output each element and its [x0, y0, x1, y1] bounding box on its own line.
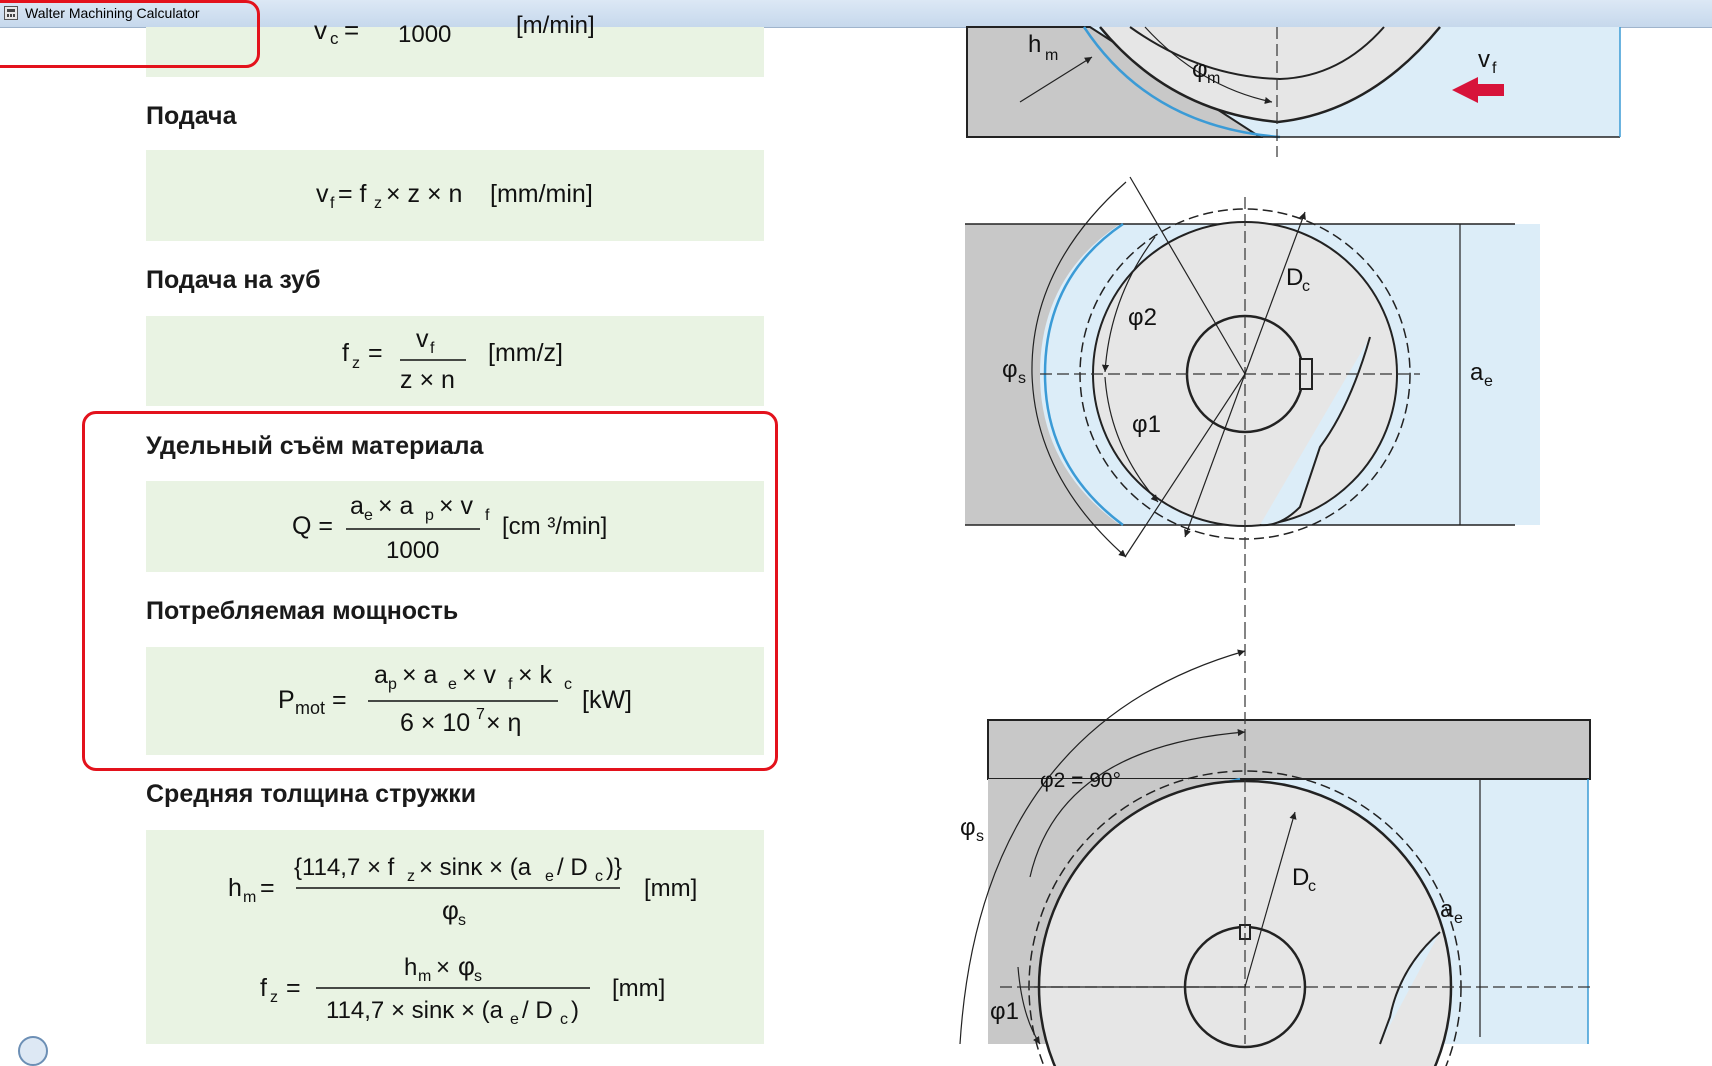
window-title-bar	[0, 0, 1712, 28]
svg-text:× sinκ × (a: × sinκ × (a	[419, 854, 532, 881]
feed-per-tooth-unit: [mm/z]	[488, 339, 563, 367]
label-phi1-bottom: φ1	[990, 998, 1019, 1025]
label-ae-bottom: a	[1440, 896, 1454, 923]
svg-text:z × n: z × n	[400, 366, 455, 394]
label-phis-middle: φ	[1002, 356, 1018, 383]
diagram-bottom	[960, 627, 1590, 1066]
svg-text:P: P	[278, 686, 295, 714]
svg-text:m: m	[1045, 47, 1059, 64]
svg-text:Q =: Q =	[292, 512, 333, 540]
svg-text:c: c	[564, 676, 572, 693]
label-phi2-middle: φ2	[1128, 304, 1157, 331]
svg-text:m: m	[418, 968, 432, 985]
formula-chip-thickness	[146, 830, 764, 1044]
svg-text:× k: × k	[518, 661, 553, 689]
svg-text:s: s	[474, 968, 482, 985]
svg-text:f: f	[342, 339, 349, 367]
svg-text:f: f	[1492, 60, 1497, 77]
svg-text:c: c	[1302, 278, 1310, 295]
svg-text:v: v	[416, 325, 429, 353]
svg-text:e: e	[448, 676, 457, 693]
svg-text:c: c	[595, 868, 603, 885]
vc-denominator: 1000	[398, 21, 452, 48]
svg-text:a: a	[374, 661, 388, 689]
svg-text:{114,7 × f: {114,7 × f	[294, 854, 395, 881]
window-title: Walter Machining Calculator	[25, 5, 200, 21]
svg-text:e: e	[364, 507, 373, 524]
svg-text:/ D: / D	[557, 854, 588, 881]
feed-unit: [mm/min]	[490, 180, 593, 208]
formula-box-feed-per-tooth	[146, 316, 764, 406]
formula-feed-per-tooth	[146, 316, 764, 406]
formula-power	[146, 647, 764, 755]
section-title-chip-thickness: Средняя толщина стружки	[146, 780, 477, 808]
svg-text:m: m	[1207, 70, 1221, 87]
svg-text:× z × n: × z × n	[386, 180, 463, 208]
section-title-feed: Подача	[146, 102, 237, 130]
svg-text:c: c	[1308, 878, 1316, 895]
svg-text:=: =	[332, 686, 347, 714]
svg-text:c: c	[330, 29, 339, 48]
svg-text:φ: φ	[458, 951, 475, 981]
power-unit: [kW]	[582, 686, 632, 714]
svg-text:): )	[571, 997, 579, 1024]
svg-text:z: z	[270, 989, 278, 1006]
label-dc-bottom: D	[1292, 864, 1310, 891]
svg-text:=: =	[344, 15, 360, 45]
section-title-power: Потребляемая мощность	[146, 597, 459, 625]
svg-text:mot: mot	[295, 698, 326, 718]
svg-text:[m/min]: [m/min]	[516, 12, 595, 39]
svg-text:× a: × a	[378, 492, 414, 520]
svg-text:a: a	[350, 492, 364, 520]
svg-text:v: v	[314, 15, 327, 45]
formula-feed	[146, 150, 764, 241]
label-dc-middle: D	[1286, 264, 1304, 291]
svg-text:f: f	[485, 507, 490, 524]
svg-text:c: c	[560, 1011, 568, 1028]
svg-text:v: v	[316, 180, 329, 208]
formula-box-removal-rate	[146, 481, 764, 572]
svg-text:= f: = f	[338, 180, 367, 208]
label-ae-middle: a	[1470, 359, 1484, 386]
scroll-up-button[interactable]	[18, 1036, 48, 1066]
svg-text:s: s	[976, 828, 984, 845]
section-title-removal-rate: Удельный съём материала	[146, 432, 484, 460]
diagram-middle	[965, 177, 1540, 627]
svg-text:e: e	[1484, 373, 1493, 390]
svg-text:=: =	[286, 974, 301, 1002]
svg-text:6 × 10: 6 × 10	[400, 709, 471, 737]
label-phis-bottom: φ	[960, 814, 976, 841]
formula-box-feed	[146, 150, 764, 241]
calculator-icon	[4, 6, 18, 20]
section-title-feed-per-tooth: Подача на зуб	[146, 266, 321, 294]
svg-text:× η: × η	[486, 709, 522, 737]
label-phi2-90: φ2 = 90°	[1040, 769, 1121, 792]
svg-text:×: ×	[436, 954, 451, 981]
milling-diagrams	[900, 27, 1640, 1044]
chip-unit-1: [mm]	[644, 875, 698, 902]
removal-unit: [cm ³/min]	[502, 513, 608, 540]
svg-text:f: f	[260, 974, 267, 1002]
svg-text:f: f	[508, 676, 513, 693]
svg-text:)}: )}	[606, 854, 623, 881]
formula-box-cutting-speed	[146, 12, 764, 77]
chip-unit-2: [mm]	[612, 975, 666, 1002]
formula-box-power	[146, 647, 764, 755]
svg-text:7: 7	[476, 706, 485, 723]
label-phi1-middle: φ1	[1132, 411, 1161, 438]
svg-text:× a: × a	[402, 661, 438, 689]
label-hm: h	[1028, 31, 1042, 58]
svg-text:z: z	[374, 195, 382, 212]
svg-text:e: e	[510, 1011, 519, 1028]
svg-text:s: s	[1018, 370, 1026, 387]
label-phi-m: φ	[1192, 56, 1208, 83]
svg-text:e: e	[1454, 910, 1463, 927]
diagram-top	[967, 27, 1620, 157]
svg-text:p: p	[425, 507, 434, 524]
formula-box-chip-thickness	[146, 830, 764, 1044]
svg-text:h: h	[404, 954, 418, 981]
svg-text:φ: φ	[442, 895, 459, 925]
svg-text:f: f	[430, 340, 435, 357]
svg-text:z: z	[407, 868, 415, 885]
svg-text:/ D: / D	[522, 997, 553, 1024]
removal-denominator: 1000	[386, 537, 440, 564]
svg-text:114,7 × sinκ × (a: 114,7 × sinκ × (a	[326, 997, 503, 1024]
svg-text:× v: × v	[439, 492, 474, 520]
svg-text:× v: × v	[462, 661, 497, 689]
label-vf: v	[1478, 46, 1490, 73]
svg-text:m: m	[243, 889, 257, 906]
svg-text:=: =	[368, 339, 383, 367]
formula-removal-rate	[146, 481, 764, 572]
svg-text:f: f	[330, 195, 335, 212]
svg-text:p: p	[388, 676, 397, 693]
svg-text:z: z	[352, 355, 360, 372]
svg-text:s: s	[458, 912, 466, 929]
svg-text:h: h	[228, 874, 242, 902]
svg-text:=: =	[260, 874, 275, 902]
formula-cutting-speed	[146, 12, 764, 77]
svg-text:e: e	[545, 868, 554, 885]
